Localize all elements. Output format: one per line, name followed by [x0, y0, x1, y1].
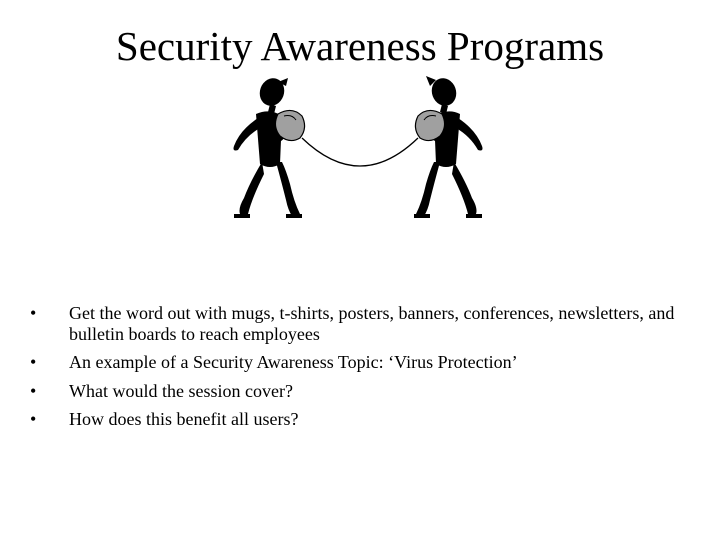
left-figure-icon	[234, 75, 305, 218]
bullet-item	[30, 381, 720, 402]
bullet-item	[30, 352, 720, 373]
bullet-text: How does this benefit all users?	[69, 409, 299, 429]
bullet-text: Get the word out with mugs, t-shirts, posters, banners, conferences, newsletters, and bulletin boards to reach employees	[69, 303, 675, 344]
tin-can-telephone-figures-icon	[220, 74, 500, 224]
bullet-item	[30, 409, 720, 430]
bullet-dot: •	[30, 380, 37, 401]
string-line	[302, 138, 418, 166]
right-figure-icon	[414, 75, 483, 218]
bullet-dot: •	[30, 303, 37, 323]
slide-title: Security Awareness Programs	[115, 23, 605, 69]
bullet-dot: •	[30, 352, 37, 372]
bullet-list	[30, 303, 720, 438]
bullet-dot: •	[30, 409, 37, 429]
bullet-item	[30, 303, 720, 344]
bullet-text: What would the session cover?	[69, 380, 293, 401]
bullet-text: An example of a Security Awareness Topic: ‘Virus Protection’	[69, 352, 518, 372]
